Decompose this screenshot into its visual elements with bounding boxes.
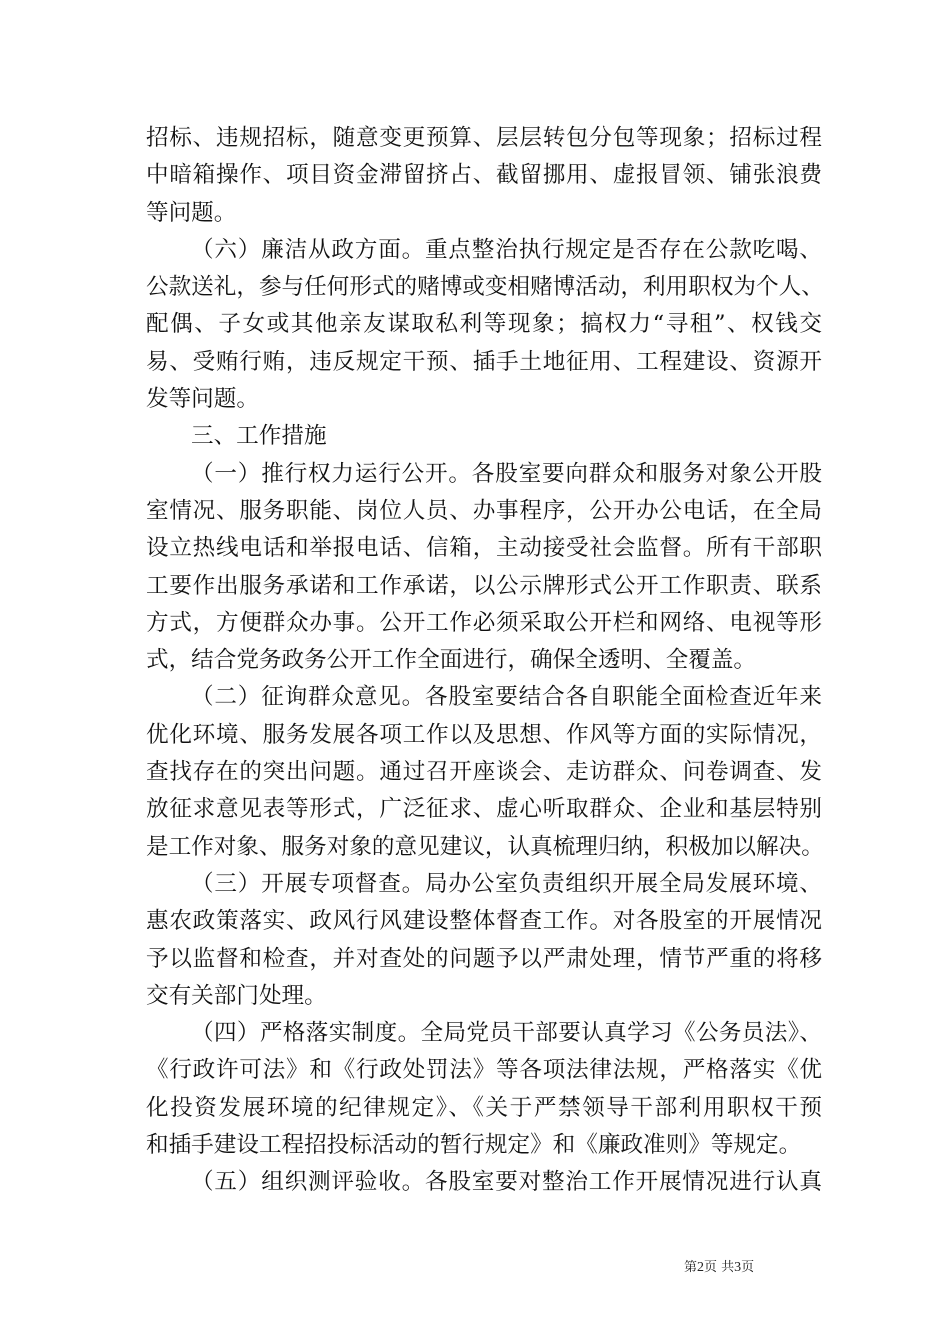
footer-current-page: 2: [697, 1260, 705, 1275]
footer-suffix: 页: [741, 1260, 755, 1275]
text-line: 工要作出服务承诺和工作承诺，以公示牌形式公开工作职责、联系: [146, 572, 822, 599]
text-line: 招标、违规招标，随意变更预算、层层转包分包等现象；招标过程: [146, 125, 822, 151]
document-body: [146, 120, 822, 1202]
text-line: 优化环境、服务发展各项工作以及思想、作风等方面的实际情况，: [146, 721, 822, 748]
text-line: 设立热线电话和举报电话、信箱，主动接受社会监督。所有干部职: [146, 535, 822, 562]
text-line: 予以监督和检查，并对查处的问题予以严肃处理，情节严重的将移: [146, 945, 822, 972]
text-line: 化投资发展环境的纪律规定》、《关于严禁领导干部利用职权干预: [146, 1094, 822, 1121]
text-line: 式，结合党务政务公开工作全面进行，确保全透明、全覆盖。: [146, 647, 757, 674]
text-line: 公款送礼，参与任何形式的赌博或变相赌博活动，利用职权为个人、: [146, 274, 824, 301]
text-line: 中暗箱操作、项目资金滞留挤占、截留挪用、虚报冒领、铺张浪费: [146, 162, 822, 189]
text-line: 交有关部门处理。: [146, 982, 327, 1009]
footer-total-pages: 3: [734, 1260, 742, 1275]
page-number-footer: [684, 1258, 814, 1278]
text-line: 《行政许可法》和《行政处罚法》等各项法律法规，严格落实《优: [146, 1057, 822, 1084]
text-line: （三）开展专项督查。局办公室负责组织开展全局发展环境、: [191, 870, 822, 897]
text-line: （六）廉洁从政方面。重点整治执行规定是否存在公款吃喝、: [191, 236, 822, 263]
text-line: 等问题。: [146, 199, 237, 226]
footer-prefix: 第: [684, 1260, 698, 1275]
text-line: 惠农政策落实、政风行风建设整体督查工作。对各股室的开展情况: [146, 908, 822, 935]
text-line: 室情况、服务职能、岗位人员、办事程序，公开办公电话，在全局: [146, 497, 822, 524]
text-line: 配偶、子女或其他亲友谋取私利等现象；搞权力“寻租”、权钱交: [146, 311, 822, 338]
text-line: （五）组织测评验收。各股室要对整治工作开展情况进行认真: [191, 1169, 822, 1196]
text-line: 查找存在的突出问题。通过召开座谈会、走访群众、问卷调查、发: [146, 759, 822, 786]
text-line: 三、工作措施: [191, 423, 327, 450]
text-line: 易、受贿行贿，违反规定干预、插手土地征用、工程建设、资源开: [146, 348, 822, 375]
text-line: 方式，方便群众办事。公开工作必须采取公开栏和网络、电视等形: [146, 609, 822, 636]
footer-middle: 页 共: [704, 1260, 735, 1275]
text-line: （一）推行权力运行公开。各股室要向群众和服务对象公开股: [191, 460, 822, 487]
text-line: 是工作对象、服务对象的意见建议，认真梳理归纳，积极加以解决。: [146, 833, 824, 860]
text-line: 和插手建设工程招投标活动的暂行规定》和《廉政准则》等规定。: [146, 1132, 802, 1159]
text-line: （二）征询群众意见。各股室要结合各自职能全面检查近年来: [191, 684, 822, 711]
text-line: （四）严格落实制度。全局党员干部要认真学习《公务员法》、: [191, 1020, 822, 1047]
text-line: 发等问题。: [146, 386, 259, 413]
text-line: 放征求意见表等形式，广泛征求、虚心听取群众、企业和基层特别: [146, 796, 822, 823]
